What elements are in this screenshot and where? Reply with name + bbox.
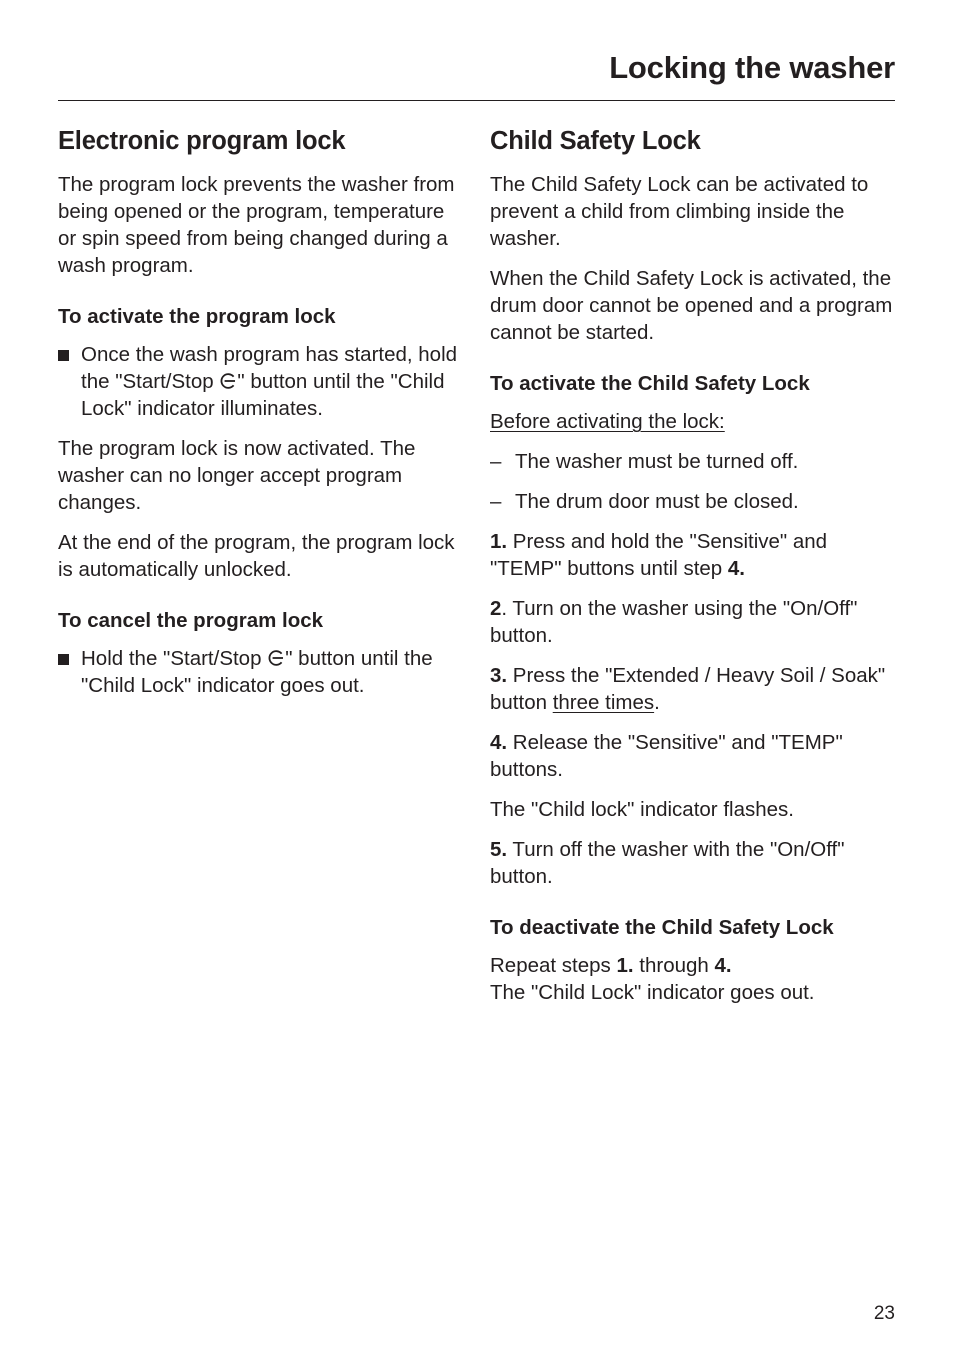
subheading-cancel-program-lock: To cancel the program lock — [58, 609, 324, 632]
page-title: Locking the washer — [609, 50, 895, 85]
header-rule — [58, 100, 895, 101]
bullet-text-pre: Hold the "Start/Stop — [81, 647, 262, 670]
page-number: 23 — [873, 1303, 895, 1324]
child-lock-intro-2: When the Child Safety Lock is activated, the drum door cannot be opened and a program cannot be started. — [490, 267, 893, 344]
bullet-text-post: " button until the "Child Lock" indicator goes out. — [81, 647, 433, 697]
section-heading-program-lock: Electronic program lock — [58, 127, 346, 155]
square-bullet-icon — [58, 350, 69, 361]
step-1: 1. Press and hold the "Sensitive" and "TEMP" buttons until step 4. — [490, 530, 828, 580]
start-stop-icon — [219, 372, 237, 390]
step-3: 3. Press the "Extended / Heavy Soil / Soak" button three times. — [490, 664, 886, 714]
program-lock-end-text: At the end of the program, the program lock is automatically unlocked. — [58, 531, 455, 581]
before-activating-label: Before activating the lock: — [490, 410, 725, 433]
subheading-deactivate-child-lock: To deactivate the Child Safety Lock — [490, 916, 834, 939]
requirement-text: The washer must be turned off. — [515, 450, 799, 473]
dash-mark: – — [490, 450, 502, 473]
requirement-text: The drum door must be closed. — [515, 490, 799, 513]
subheading-activate-program-lock: To activate the program lock — [58, 305, 336, 328]
start-stop-icon — [267, 649, 285, 667]
indicator-flashes-text: The "Child lock" indicator flashes. — [490, 798, 794, 821]
left-column — [58, 124, 460, 712]
step-2: 2. Turn on the washer using the "On/Off" button. — [490, 597, 858, 647]
program-lock-activated-text: The program lock is now activated. The washer can no longer accept program changes. — [58, 437, 416, 514]
section-heading-child-safety-lock: Child Safety Lock — [490, 127, 701, 155]
dash-mark: – — [490, 490, 502, 513]
bullet-activate-program-lock — [58, 341, 460, 422]
child-lock-intro-1: The Child Safety Lock can be activated to prevent a child from climbing inside the washer. — [490, 173, 869, 250]
step-5: 5. Turn off the washer with the "On/Off" button. — [490, 838, 845, 888]
deactivate-instructions: Repeat steps 1. through 4. The "Child Lock" indicator goes out. — [490, 954, 815, 1004]
square-bullet-icon — [58, 654, 69, 665]
subheading-activate-child-lock: To activate the Child Safety Lock — [490, 372, 810, 395]
requirement-item — [490, 448, 898, 475]
bullet-text-pre: Once the wash program has started, hold the "Start/Stop — [81, 343, 458, 393]
program-lock-intro: The program lock prevents the washer from being opened or the program, temperature or spin speed from being changed during a wash program. — [58, 173, 455, 277]
step-4: 4. Release the "Sensitive" and "TEMP" buttons. — [490, 731, 843, 781]
requirement-item — [490, 488, 898, 515]
bullet-text-post: " button until the "Child Lock" indicator illuminates. — [81, 370, 445, 420]
right-column — [490, 124, 898, 1019]
bullet-cancel-program-lock — [58, 645, 460, 699]
